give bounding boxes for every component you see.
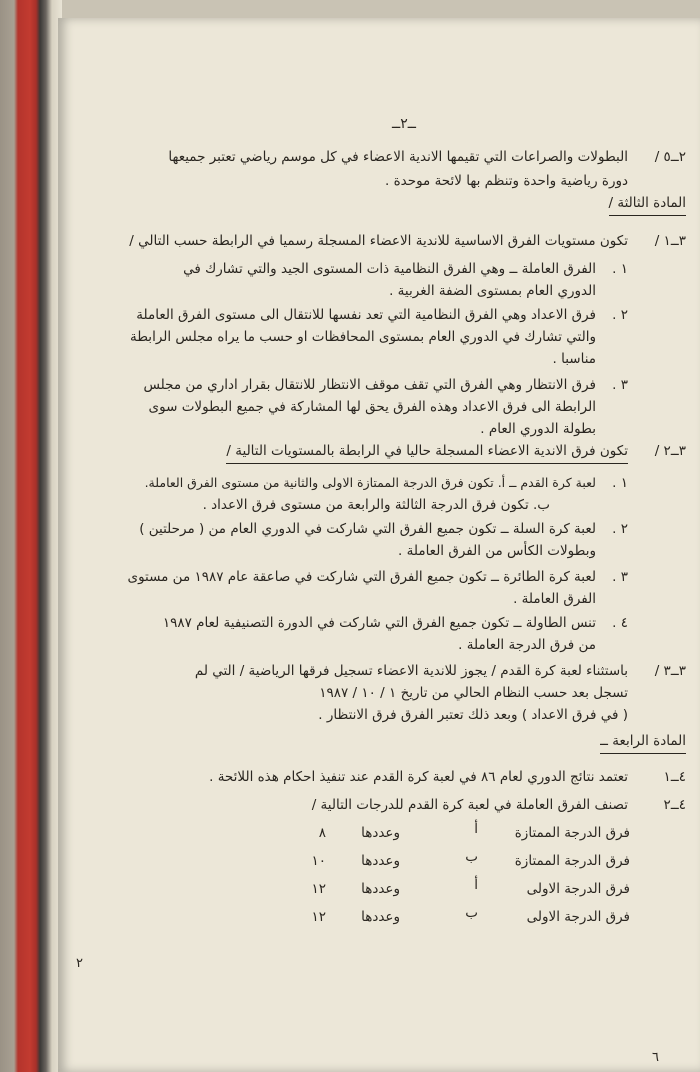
art2-line-2: دورة رياضية واحدة وتنظم بها لائحة موحدة . xyxy=(384,173,628,189)
a32-item4-number: ٤ . xyxy=(612,615,628,631)
grade-row-4-grade: ب xyxy=(465,905,478,921)
a31-text: تكون مستويات الفرق الاساسية للاندية الاعضاء المسجلة رسميا في الرابطة حسب التالي / xyxy=(129,233,628,249)
a32-item1-line1: لعبة كرة القدم ــ أ. تكون فرق الدرجة الممتازة الاولى والثانية من مستوى الفرق العاملة. xyxy=(144,475,596,490)
a31-item3-line1: فرق الانتظار وهي الفرق التي تقف موقف الانتظار للانتقال بقرار اداري من مجلس xyxy=(143,377,596,393)
book-binding xyxy=(0,0,62,1072)
a32-number: ٣ــ٢ / xyxy=(654,443,686,459)
art2-line-1: البطولات والصراعات التي تقيمها الاندية الاعضاء في كل موسم رياضي تعتبر جميعها xyxy=(168,149,628,165)
grade-row-2-grade: ب xyxy=(465,849,478,865)
a32-item3-line2: الفرق العاملة . xyxy=(513,591,596,607)
a41-number: ٤ــ١ xyxy=(663,769,686,785)
grade-row-1-count: ٨ xyxy=(318,825,326,841)
a32-item4-line1: تنس الطاولة ــ تكون جميع الفرق التي شاركت في الدورة التصنيفية لعام ١٩٨٧ xyxy=(162,615,596,631)
page-number: ــ٢ــ xyxy=(392,116,416,132)
a32-item3-line1: لعبة كرة الطائرة ــ تكون جميع الفرق التي شاركت في صاعقة عام ١٩٨٧ من مستوى xyxy=(127,569,596,585)
a33-number: ٣ــ٣ / xyxy=(654,663,686,679)
grade-row-1-label: وعددها xyxy=(361,825,400,841)
a31-item2-line1: فرق الاعداد وهي الفرق النظامية التي تعد نفسها للانتقال الى مستوى الفرق العاملة xyxy=(136,307,596,323)
grade-row-3-name: فرق الدرجة الاولى xyxy=(526,881,630,897)
a33-line1: باستثناء لعبة كرة القدم / يجوز للاندية الاعضاء تسجيل فرقها الرياضية / التي لم xyxy=(194,663,628,679)
a42-number: ٤ــ٢ xyxy=(663,797,686,813)
heading-article-3: المادة الثالثة / xyxy=(609,192,686,216)
grade-row-2-name: فرق الدرجة الممتازة xyxy=(514,853,630,869)
corner-mark-left: ٢ xyxy=(76,956,83,971)
a31-item1-number: ١ . xyxy=(612,261,628,277)
a31-number: ٣ــ١ / xyxy=(654,233,686,249)
a32-item2-line2: وبطولات الكأس من الفرق العاملة . xyxy=(398,543,596,559)
a32-item3-number: ٣ . xyxy=(612,569,628,585)
a31-item2-line3: مناسبا . xyxy=(552,351,596,367)
a31-item1-line2: الدوري العام بمستوى الضفة الغربية . xyxy=(389,283,596,299)
a32-text: تكون فرق الاندية الاعضاء المسجلة حاليا في الرابطة بالمستويات التالية / xyxy=(226,440,628,464)
a42-text: تصنف الفرق العاملة في لعبة كرة القدم للدرجات التالية / xyxy=(311,797,628,813)
corner-mark-right: ٦ xyxy=(652,1050,659,1065)
a31-item1-line1: الفرق العاملة ــ وهي الفرق النظامية ذات المستوى الجيد والتي تشارك في xyxy=(183,261,596,277)
a31-item3-number: ٣ . xyxy=(612,377,628,393)
art2-number: ٢ــ٥ / xyxy=(654,149,686,165)
a32-item1-line2: ب. تكون فرق الدرجة الثالثة والرابعة من مستوى فرق الاعداد . xyxy=(202,497,550,513)
grade-row-4-count: ١٢ xyxy=(311,909,326,925)
a33-line3: ( في فرق الاعداد ) وبعد ذلك تعتبر الفرق فرق الانتظار . xyxy=(318,707,628,723)
grade-row-3-label: وعددها xyxy=(361,881,400,897)
grade-row-1-name: فرق الدرجة الممتازة xyxy=(514,825,630,841)
grade-row-4-name: فرق الدرجة الاولى xyxy=(526,909,630,925)
grade-row-2-count: ١٠ xyxy=(311,853,326,869)
a32-item2-number: ٢ . xyxy=(612,521,628,537)
heading-article-4: المادة الرابعة ــ xyxy=(600,730,686,754)
a31-item2-number: ٢ . xyxy=(612,307,628,323)
a31-item3-line2: الرابطة الى فرق الاعداد وهذه الفرق يحق لها المشاركة في جميع البطولات سوى xyxy=(148,399,596,415)
a32-item1-number: ١ . xyxy=(612,475,628,491)
a32-item4-line2: من فرق الدرجة العاملة . xyxy=(458,637,596,653)
a31-item2-line2: والتي تشارك في الدوري العام بمستوى المحافظات او حسب ما يراه مجلس الرابطة xyxy=(130,329,596,345)
grade-row-3-grade: أ xyxy=(474,877,478,893)
a32-item2-line1: لعبة كرة السلة ــ تكون جميع الفرق التي شاركت في الدوري العام من ( مرحلتين ) xyxy=(139,521,596,537)
grade-row-4-label: وعددها xyxy=(361,909,400,925)
a41-text: تعتمد نتائج الدوري لعام ٨٦ في لعبة كرة القدم عند تنفيذ احكام هذه اللائحة . xyxy=(209,769,628,785)
grade-row-2-label: وعددها xyxy=(361,853,400,869)
a31-item3-line3: بطولة الدوري العام . xyxy=(480,421,596,437)
grade-row-1-grade: أ xyxy=(474,821,478,837)
a33-line2: تسجل بعد حسب النظام الحالي من تاريخ ١ / ١٠ / ١٩٨٧ xyxy=(319,685,628,701)
grade-row-3-count: ١٢ xyxy=(311,881,326,897)
